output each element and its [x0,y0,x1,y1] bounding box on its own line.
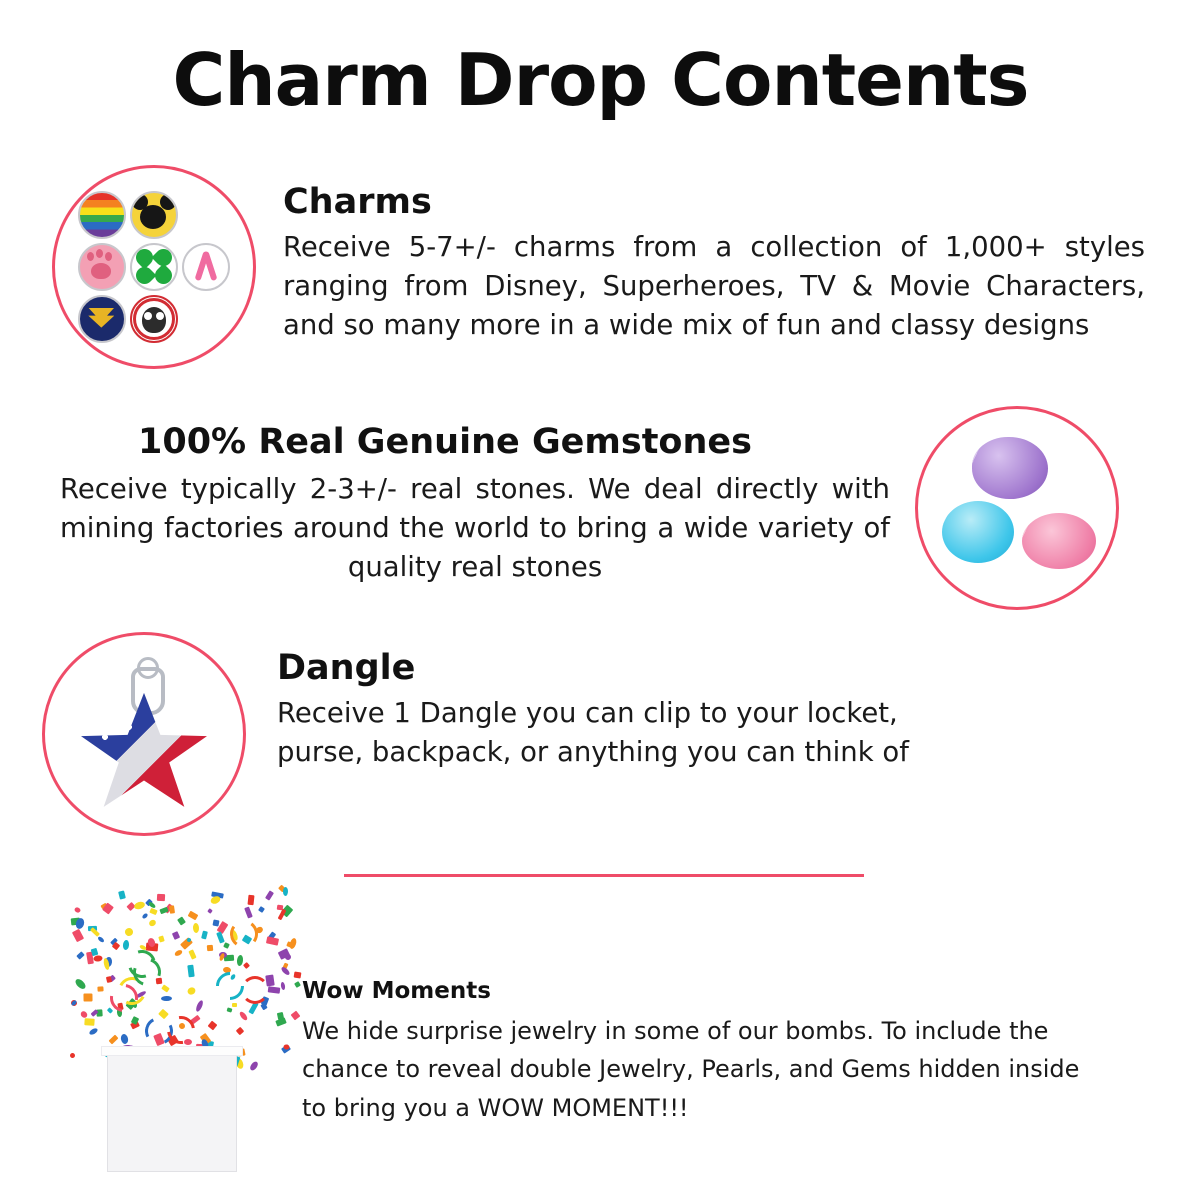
awareness-ribbon-charm-icon [182,243,230,291]
gift-box-icon [107,1052,237,1172]
pink-gemstone-icon [1022,513,1096,569]
gift-box-lid-icon [101,1046,243,1056]
blue-gemstone-icon [942,501,1014,563]
clover-charm-icon [130,243,178,291]
purple-gemstone-icon [972,437,1048,499]
charms-description: Receive 5-7+/- charms from a collection of 1,000+ styles ranging from Disney, Superheroes, TV & Movie Characters, and so many more in a wide mix of fun and classy designs [283,231,1145,342]
charm-grid [78,191,230,343]
gemstones-description: Receive typically 2-3+/- real stones. We deal directly with mining factories around the world to bring a wide variety of quality real stones [60,473,890,584]
dangle-description: Receive 1 Dangle you can clip to your locket, purse, backpack, or anything you can think of [277,697,909,769]
owl-charm-icon [130,295,178,343]
paw-print-charm-icon [78,243,126,291]
wow-moments-description: We hide surprise jewelry in some of our bombs. To include the chance to reveal double Jewelry, Pearls, and Gems hidden inside to bring you a WOW MOMENT!!! [302,1017,1080,1122]
gemstones-heading: 100% Real Genuine Gemstones [138,422,752,462]
charms-heading: Charms [283,182,432,222]
mouse-charm-icon [130,191,178,239]
superhero-charm-icon [78,295,126,343]
wow-moments-heading: Wow Moments [302,978,491,1004]
rainbow-charm-icon [78,191,126,239]
section-divider [344,874,864,877]
page-title: Charm Drop Contents [172,38,1029,122]
star-dangle-icon [69,667,219,817]
charm-collection-photo [52,165,256,369]
dangle-star-charm-photo [42,632,246,836]
confetti-box-photo [55,880,315,1170]
dangle-heading: Dangle [277,648,416,688]
gemstones-photo [915,406,1119,610]
